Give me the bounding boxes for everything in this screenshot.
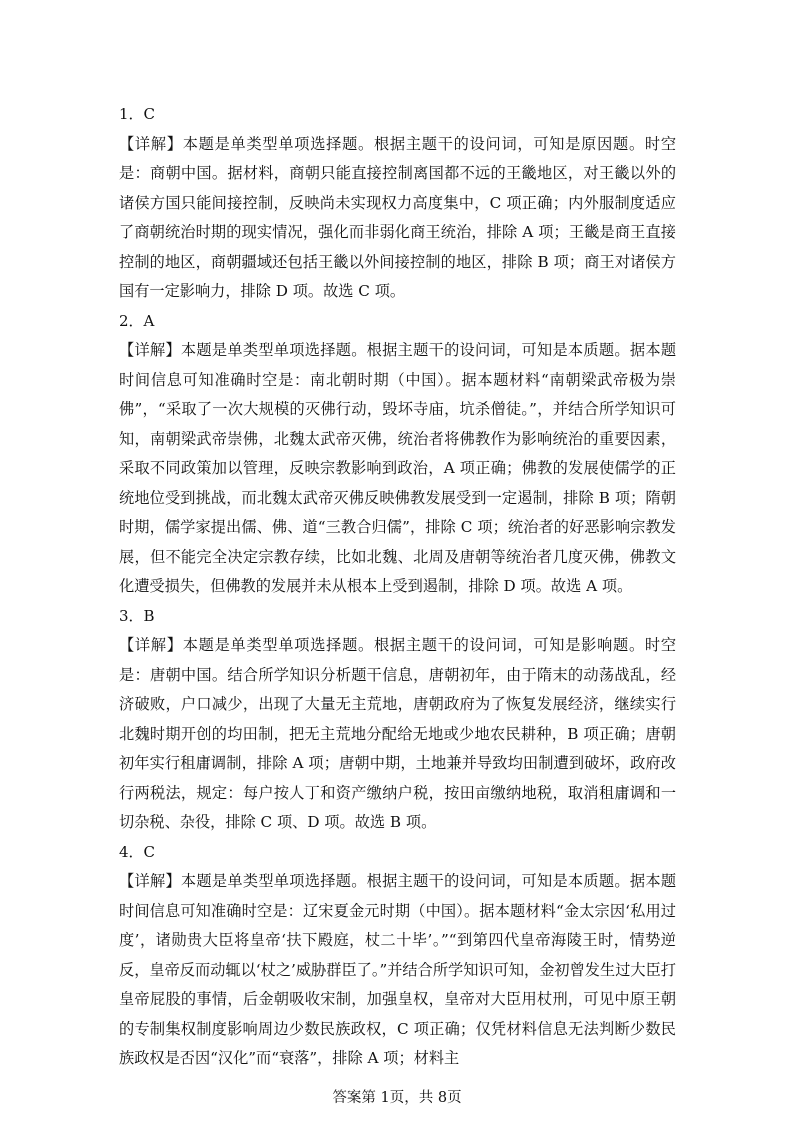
page-footer: 答案第 1页，共 8页 (332, 1090, 462, 1106)
answer-4-explanation: 【详解】本题是单类型单项选择题。根据主题干的设问词，可知是本质题。据本题时间信息可知准确时空是：辽宋夏金元时期（中国）。据本题材料“金太宗因‘私用过度’，诸勋贵大臣将皇帝‘扶下殿庭，杖二十毕’。”“到第四代皇帝海陵王时，情势逆反，皇帝反而动辄以‘杖之’威胁群臣了。”并结合所学知识可知，金初曾发生过大臣打皇帝屁股的事情，后金朝吸收宋制，加强皇权，皇帝对大臣用杖刑，可见中原王朝的专制集权制度影响周边少数民族政权，C 项正确；仅凭材料信息无法判断少数民族政权是否因“汉化”而“衰落”，排除 A 项；材料主 (119, 872, 676, 1067)
answer-2-number: 2．A (119, 311, 155, 330)
answer-2-explanation: 【详解】本题是单类型单项选择题。根据主题干的设问词，可知是本质题。据本题时间信息可知准确时空是：南北朝时期（中国）。据本题材料“南朝梁武帝极为崇佛”，“采取了一次大规模的灭佛行动，毁坏寺庙，坑杀僧徒。”，并结合所学知识可知，南朝梁武帝崇佛，北魏太武帝灭佛，统治者将佛教作为影响统治的重要因素，采取不同政策加以管理，反映宗教影响到政治，A 项正确；佛教的发展使儒学的正统地位受到挑战，而北魏太武帝灭佛反映佛教发展受到一定遏制，排除 B 项；隋朝时期，儒学家提出儒、佛、道“三教合归儒”，排除 C 项；统治者的好恶影响宗教发展，但不能完全决定宗教存续，比如北魏、北周及唐朝等统治者几度灭佛，佛教文化遭受损失，但佛教的发展并未从根本上受到遏制，排除 D 项。故选 A 项。 (119, 341, 676, 595)
answer-3-explanation: 【详解】本题是单类型单项选择题。根据主题干的设问词，可知是影响题。时空是：唐朝中国。结合所学知识分析题干信息，唐朝初年，由于隋末的动荡战乱，经济破败，户口减少，出现了大量无主荒地，唐朝政府为了恢复发展经济，继续实行北魏时期开创的均田制，把无主荒地分配给无地或少地农民耕种，B 项正确；唐朝初年实行租庸调制，排除 A 项；唐朝中期，土地兼并导致均田制遭到破坏，政府改行两税法，规定：每户按人丁和资产缴纳户税，按田亩缴纳地税，取消租庸调和一切杂税、杂役，排除 C 项、D 项。故选 B 项。 (119, 636, 676, 831)
answer-3-number: 3．B (119, 606, 155, 625)
answer-content (119, 100, 676, 1074)
answer-1-explanation: 【详解】本题是单类型单项选择题。根据主题干的设问词，可知是原因题。时空是：商朝中国。据材料，商朝只能直接控制离国都不远的王畿地区，对王畿以外的诸侯方国只能间接控制，反映尚未实现权力高度集中，C 项正确；内外服制度适应了商朝统治时期的现实情况，强化而非弱化商王统治，排除 A 项；王畿是商王直接控制的地区，商朝疆域还包括王畿以外间接控制的地区，排除 B 项；商王对诸侯方国有一定影响力，排除 D 项。故选 C 项。 (119, 134, 676, 300)
answer-1-number: 1．C (119, 105, 156, 123)
answer-4-number: 4．C (119, 842, 156, 861)
